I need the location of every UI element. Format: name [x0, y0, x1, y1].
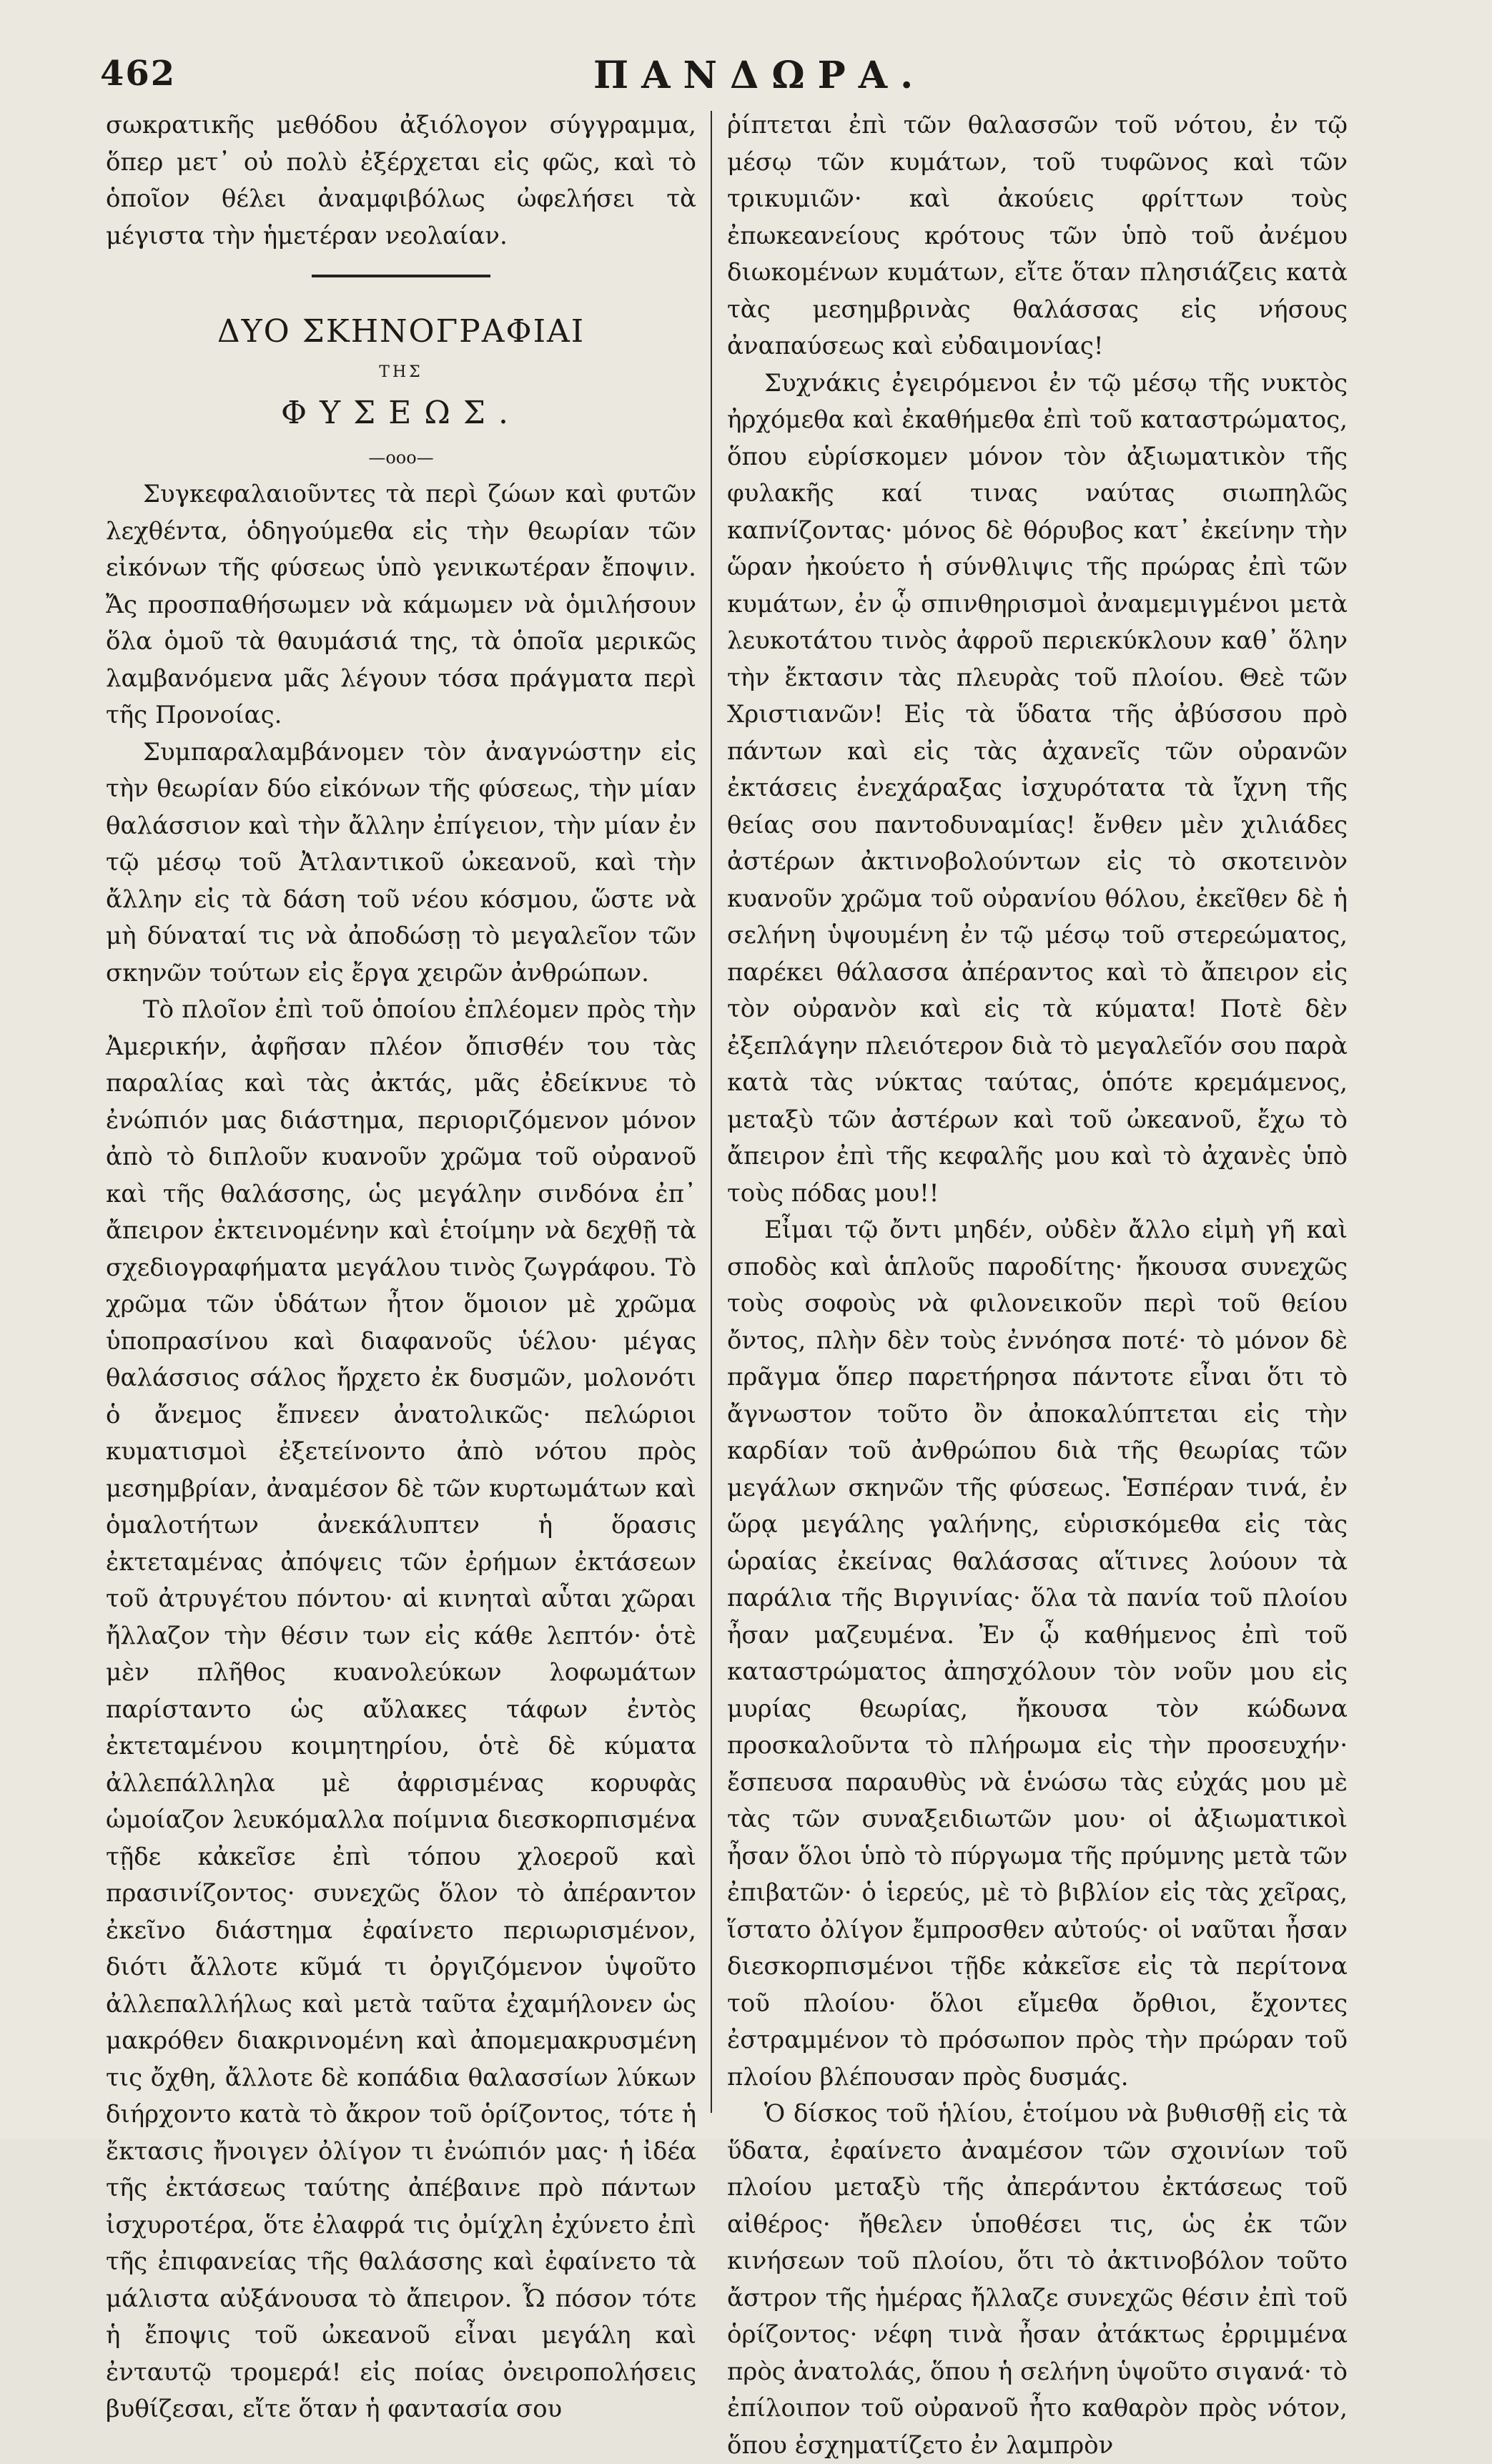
section-subtitle: ΤΗΣ [379, 363, 423, 381]
section-ornament: —ooo— [368, 448, 434, 468]
page-header [100, 54, 1358, 104]
right-column [727, 107, 1348, 2464]
section-divider-rule [312, 275, 490, 277]
body-paragraph: Ὁ δίσκος τοῦ ἡλίου, ἑτοίμου νὰ βυθισθῇ εἰς τὰ ὕδατα, ἐφαίνετο ἀναμέσον τῶν σχοινίων τοῦ πλοίου μεταξὺ τῆς ἀπεράντου ἐκτάσεως τοῦ αἰθέρος· ἤθελεν ὑποθέσει τις, ὡς ἐκ τῶν κινήσεων τοῦ πλοίου, ὅτι τὸ ἀκτινοβόλον τοῦτο ἄστρον τῆς ἡμέρας ἤλλαζε συνεχῶς θέσιν ἐπὶ τοῦ ὁρίζοντος· νέφη τινὰ ἦσαν ἀτάκτως ἐρριμμένα πρὸς ἀνατολάς, ὅπου ἡ σελήνη ὑψοῦτο σιγανά· τὸ ἐπίλοιπον τοῦ οὐρανοῦ ἦτο καθαρὸν πρὸς νότον, ὅπου ἐσχηματίζετο ἐν λαμπρὸν [727, 2099, 1348, 2460]
column-divider [711, 111, 712, 2113]
intro-paragraph: σωκρατικῆς μεθόδου ἀξιόλογον σύγγραμμα, ὅπερ μετ᾽ οὐ πολὺ ἐξέρχεται εἰς φῶς, καὶ τὸ ὁποῖον θέλει ἀναμφιβόλως ὠφελήσει τὰ μέγιστα τὴν ἡμετέραν νεολαίαν. [106, 111, 696, 250]
body-paragraph: Συγκεφαλαιοῦντες τὰ περὶ ζώων καὶ φυτῶν λεχθέντα, ὁδηγούμεθα εἰς τὴν θεωρίαν τῶν εἰκόνων τῆς φύσεως ὑπὸ γενικωτέραν ἔποψιν. Ἄς προσπαθήσωμεν νὰ κάμωμεν νὰ ὁμιλήσουν ὅλα ὁμοῦ τὰ θαυμάσιά της, τὰ ὁποῖα μερικῶς λαμβανόμενα μᾶς λέγουν τόσα πράγματα περὶ τῆς Προνοίας. [106, 480, 696, 729]
page-number: 462 [100, 54, 177, 94]
section-title: ΔΥΟ ΣΚΗΝΟΓΡΑΦΙΑΙ [217, 313, 586, 350]
body-paragraph: Εἶμαι τῷ ὄντι μηδέν, οὐδὲν ἄλλο εἰμὴ γῆ καὶ σποδὸς καὶ ἁπλοῦς παροδίτης· ἤκουσα συνεχῶς τοὺς σοφοὺς νὰ φιλονεικοῦν περὶ τοῦ θείου ὄντος, πλὴν δὲν τοὺς ἐννόησα ποτέ· τὸ μόνον δὲ πρᾶγμα ὅπερ παρετήρησα πάντοτε εἶναι ὅτι τὸ ἄγνωστον τοῦτο ὂν ἀποκαλύπτεται εἰς τὴν καρδίαν τοῦ ἀνθρώπου διὰ τῆς θεωρίας τῶν μεγάλων σκηνῶν τῆς φύσεως. Ἑσπέραν τινά, ἐν ὥρᾳ μεγάλης γαλήνης, εὑρισκόμεθα εἰς τὰς ὡραίας ἐκείνας θαλάσσας αἵτινες λούουν τὰ παράλια τῆς Βιργινίας· ὅλα τὰ πανία τοῦ πλοίου ἦσαν μαζευμένα. Ἐν ᾧ καθήμενος ἐπὶ τοῦ καταστρώματος ἀπησχόλουν τὸν νοῦν μου εἰς μυρίας θεωρίας, ἤκουσα τὸν κώδωνα προσκαλοῦντα τὸ πλήρωμα εἰς τὴν προσευχήν· ἔσπευσα παραυθὺς νὰ ἑνώσω τὰς εὐχάς μου μὲ τὰς τῶν συναξειδιωτῶν μου· οἱ ἀξιωματικοὶ ἦσαν ὅλοι ὑπὸ τὸ πύργωμα τῆς πρύμνης μετὰ τῶν ἐπιβατῶν· ὁ ἱερεύς, μὲ τὸ βιβλίον εἰς τὰς χεῖρας, ἵστατο ὀλίγον ἔμπροσθεν αὐτούς· οἱ ναῦται ἦσαν διεσκορπισμένοι τῇδε κἀκεῖσε εἰς τὰ περίτονα τοῦ πλοίου· ὅλοι εἴμεθα ὄρθιοι, ἔχοντες ἐστραμμένον τὸ πρόσωπον πρὸς τὴν πρώραν τοῦ πλοίου βλέπουσαν πρὸς δυσμάς. [727, 1216, 1348, 2091]
section-title-second-line: ΦΥΣΕΩΣ. [281, 395, 521, 431]
body-paragraph: ῥίπτεται ἐπὶ τῶν θαλασσῶν τοῦ νότου, ἐν τῷ μέσῳ τῶν κυμάτων, τοῦ τυφῶνος καὶ τῶν τρικυμιῶν· καὶ ἀκούεις φρίττων τοὺς ἐπωκεανείους κρότους τῶν ὑπὸ τοῦ ἀνέμου διωκομένων κυμάτων, εἴτε ὅταν πλησιάζεις κατὰ τὰς μεσημβρινὰς θαλάσσας εἰς νήσους ἀναπαύσεως καὶ εὐδαιμονίας! [727, 111, 1348, 360]
body-paragraph: Συχνάκις ἐγειρόμενοι ἐν τῷ μέσῳ τῆς νυκτὸς ἠρχόμεθα καὶ ἐκαθήμεθα ἐπὶ τοῦ καταστρώματος, ὅπου εὑρίσκομεν μόνον τὸν ἀξιωματικὸν τῆς φυλακῆς καί τινας ναύτας σιωπηλῶς καπνίζοντας· μόνος δὲ θόρυβος κατ᾽ ἐκείνην τὴν ὥραν ἠκούετο ἡ σύνθλιψις τῆς πρώρας ἐπὶ τῶν κυμάτων, ἐν ᾧ σπινθηρισμοὶ ἀναμεμιγμένοι μετὰ λευκοτάτου τινὸς ἀφροῦ περιεκύκλουν καθ᾽ ὅλην τὴν ἔκτασιν τὰς πλευρὰς τοῦ πλοίου. Θεὲ τῶν Χριστιανῶν! Εἰς τὰ ὕδατα τῆς ἀβύσσου πρὸ πάντων καὶ εἰς τὰς ἀχανεῖς τῶν οὐρανῶν ἐκτάσεις ἐνεχάραξας ἰσχυρότατα τὰ ἴχνη τῆς θείας σου παντοδυναμίας! ἔνθεν μὲν χιλιάδες ἀστέρων ἀκτινοβολούντων εἰς τὸ σκοτεινὸν κυανοῦν χρῶμα τοῦ οὐρανίου θόλου, ἐκεῖθεν δὲ ἡ σελήνη ὑψουμένη ἐν τῷ μέσῳ τοῦ στερεώματος, παρέκει θάλασσα ἀπέραντος καὶ τὸ ἄπειρον εἰς τὸν οὐρανὸν καὶ εἰς τὰ κύματα! Ποτὲ δὲν ἐξεπλάγην πλειότερον διὰ τὸ μεγαλεῖόν σου παρὰ κατὰ τὰς νύκτας ταύτας, ὁπότε κρεμάμενος, μεταξὺ τῶν ἀστέρων καὶ τοῦ ὠκεανοῦ, ἔχω τὸ ἄπειρον ἐπὶ τῆς κεφαλῆς μου καὶ τὸ ἀχανὲς ὑπὸ τοὺς πόδας μου!! [727, 368, 1348, 1208]
left-column [106, 107, 696, 2428]
running-title: ΠΑΝΔΩΡΑ. [593, 54, 927, 97]
body-paragraph: Συμπαραλαμβάνομεν τὸν ἀναγνώστην εἰς τὴν θεωρίαν δύο εἰκόνων τῆς φύσεως, τὴν μίαν θαλάσσιον καὶ τὴν ἄλλην ἐπίγειον, τὴν μίαν ἐν τῷ μέσῳ τοῦ Ἀτλαντικοῦ ὠκεανοῦ, καὶ τὴν ἄλλην εἰς τὰ δάση τοῦ νέου κόσμου, ὥστε νὰ μὴ δύναταί τις νὰ ἀποδώσῃ τὸ μεγαλεῖον τῶν σκηνῶν τούτων εἰς ἔργα χειρῶν ἀνθρώπων. [106, 737, 696, 987]
body-paragraph: Τὸ πλοῖον ἐπὶ τοῦ ὁποίου ἐπλέομεν πρὸς τὴν Ἀμερικήν, ἀφῆσαν πλέον ὄπισθέν του τὰς παραλίας καὶ τὰς ἀκτάς, μᾶς ἐδείκνυε τὸ ἐνώπιόν μας διάστημα, περιοριζόμενον μόνον ἀπὸ τὸ διπλοῦν κυανοῦν χρῶμα τοῦ οὐρανοῦ καὶ τῆς θαλάσσης, ὡς μεγάλην σινδόνα ἐπ᾽ ἄπειρον ἐκτεινομένην καὶ ἑτοίμην νὰ δεχθῇ τὰ σχεδιογραφήματα μεγάλου τινὸς ζωγράφου. Τὸ χρῶμα τῶν ὑδάτων ἦτον ὅμοιον μὲ χρῶμα ὑποπρασίνου καὶ διαφανοῦς ὑέλου· μέγας θαλάσσιος σάλος ἤρχετο ἐκ δυσμῶν, μολονότι ὁ ἄνεμος ἔπνεεν ἀνατολικῶς· πελώριοι κυματισμοὶ ἐξετείνοντο ἀπὸ νότου πρὸς μεσημβρίαν, ἀναμέσον δὲ τῶν κυρτωμάτων καὶ ὁμαλοτήτων ἀνεκάλυπτεν ἡ ὅρασις ἐκτεταμένας ἀπόψεις τῶν ἐρήμων ἐκτάσεων τοῦ ἀτρυγέτου πόντου· αἱ κινηταὶ αὗται χῶραι ἤλλαζον τὴν θέσιν των εἰς κάθε λεπτόν· ὁτὲ μὲν πλῆθος κυανολεύκων λοφωμάτων παρίσταντο ὡς αὔλακες τάφων ἐντὸς ἐκτεταμένου κοιμητηρίου, ὁτὲ δὲ κύματα ἀλλεπάλληλα μὲ ἀφρισμένας κορυφὰς ὡμοίαζον λευκόμαλλα ποίμνια διεσκορπισμένα τῇδε κἀκεῖσε ἐπὶ τόπου χλοεροῦ καὶ πρασινίζοντος· συνεχῶς ὅλον τὸ ἀπέραντον ἐκεῖνο διάστημα ἐφαίνετο περιωρισμένον, διότι ἄλλοτε κῦμά τι ὀργιζόμενον ὑψοῦτο ἀλλεπαλλήλως καὶ μετὰ ταῦτα ἐχαμήλονεν ὡς μακρόθεν διακρινομένη καὶ ἀπομεμακρυσμένη τις ὄχθη, ἄλλοτε δὲ κοπάδια θαλασσίων λύκων διήρχοντο κατὰ τὸ ἄκρον τοῦ ὁρίζοντος, τότε ἡ ἔκτασις ἤνοιγεν ὀλίγον τι ἐνώπιόν μας· ἡ ἰδέα τῆς ἐκτάσεως ταύτης ἀπέβαινε πρὸ πάντων ἰσχυροτέρα, ὅτε ἐλαφρά τις ὀμίχλη ἐχύνετο ἐπὶ τῆς ἐπιφανείας τῆς θαλάσσης καὶ ἐφαίνετο τὰ μάλιστα αὐξάνουσα τὸ ἄπειρον. Ὦ πόσον τότε ἡ ἔποψις τοῦ ὠκεανοῦ εἶναι μεγάλη καὶ ἐνταυτῷ τρομερά! εἰς ποίας ὀνειροπολήσεις βυθίζεσαι, εἴτε ὅταν ἡ φαντασία σου [106, 995, 696, 2423]
